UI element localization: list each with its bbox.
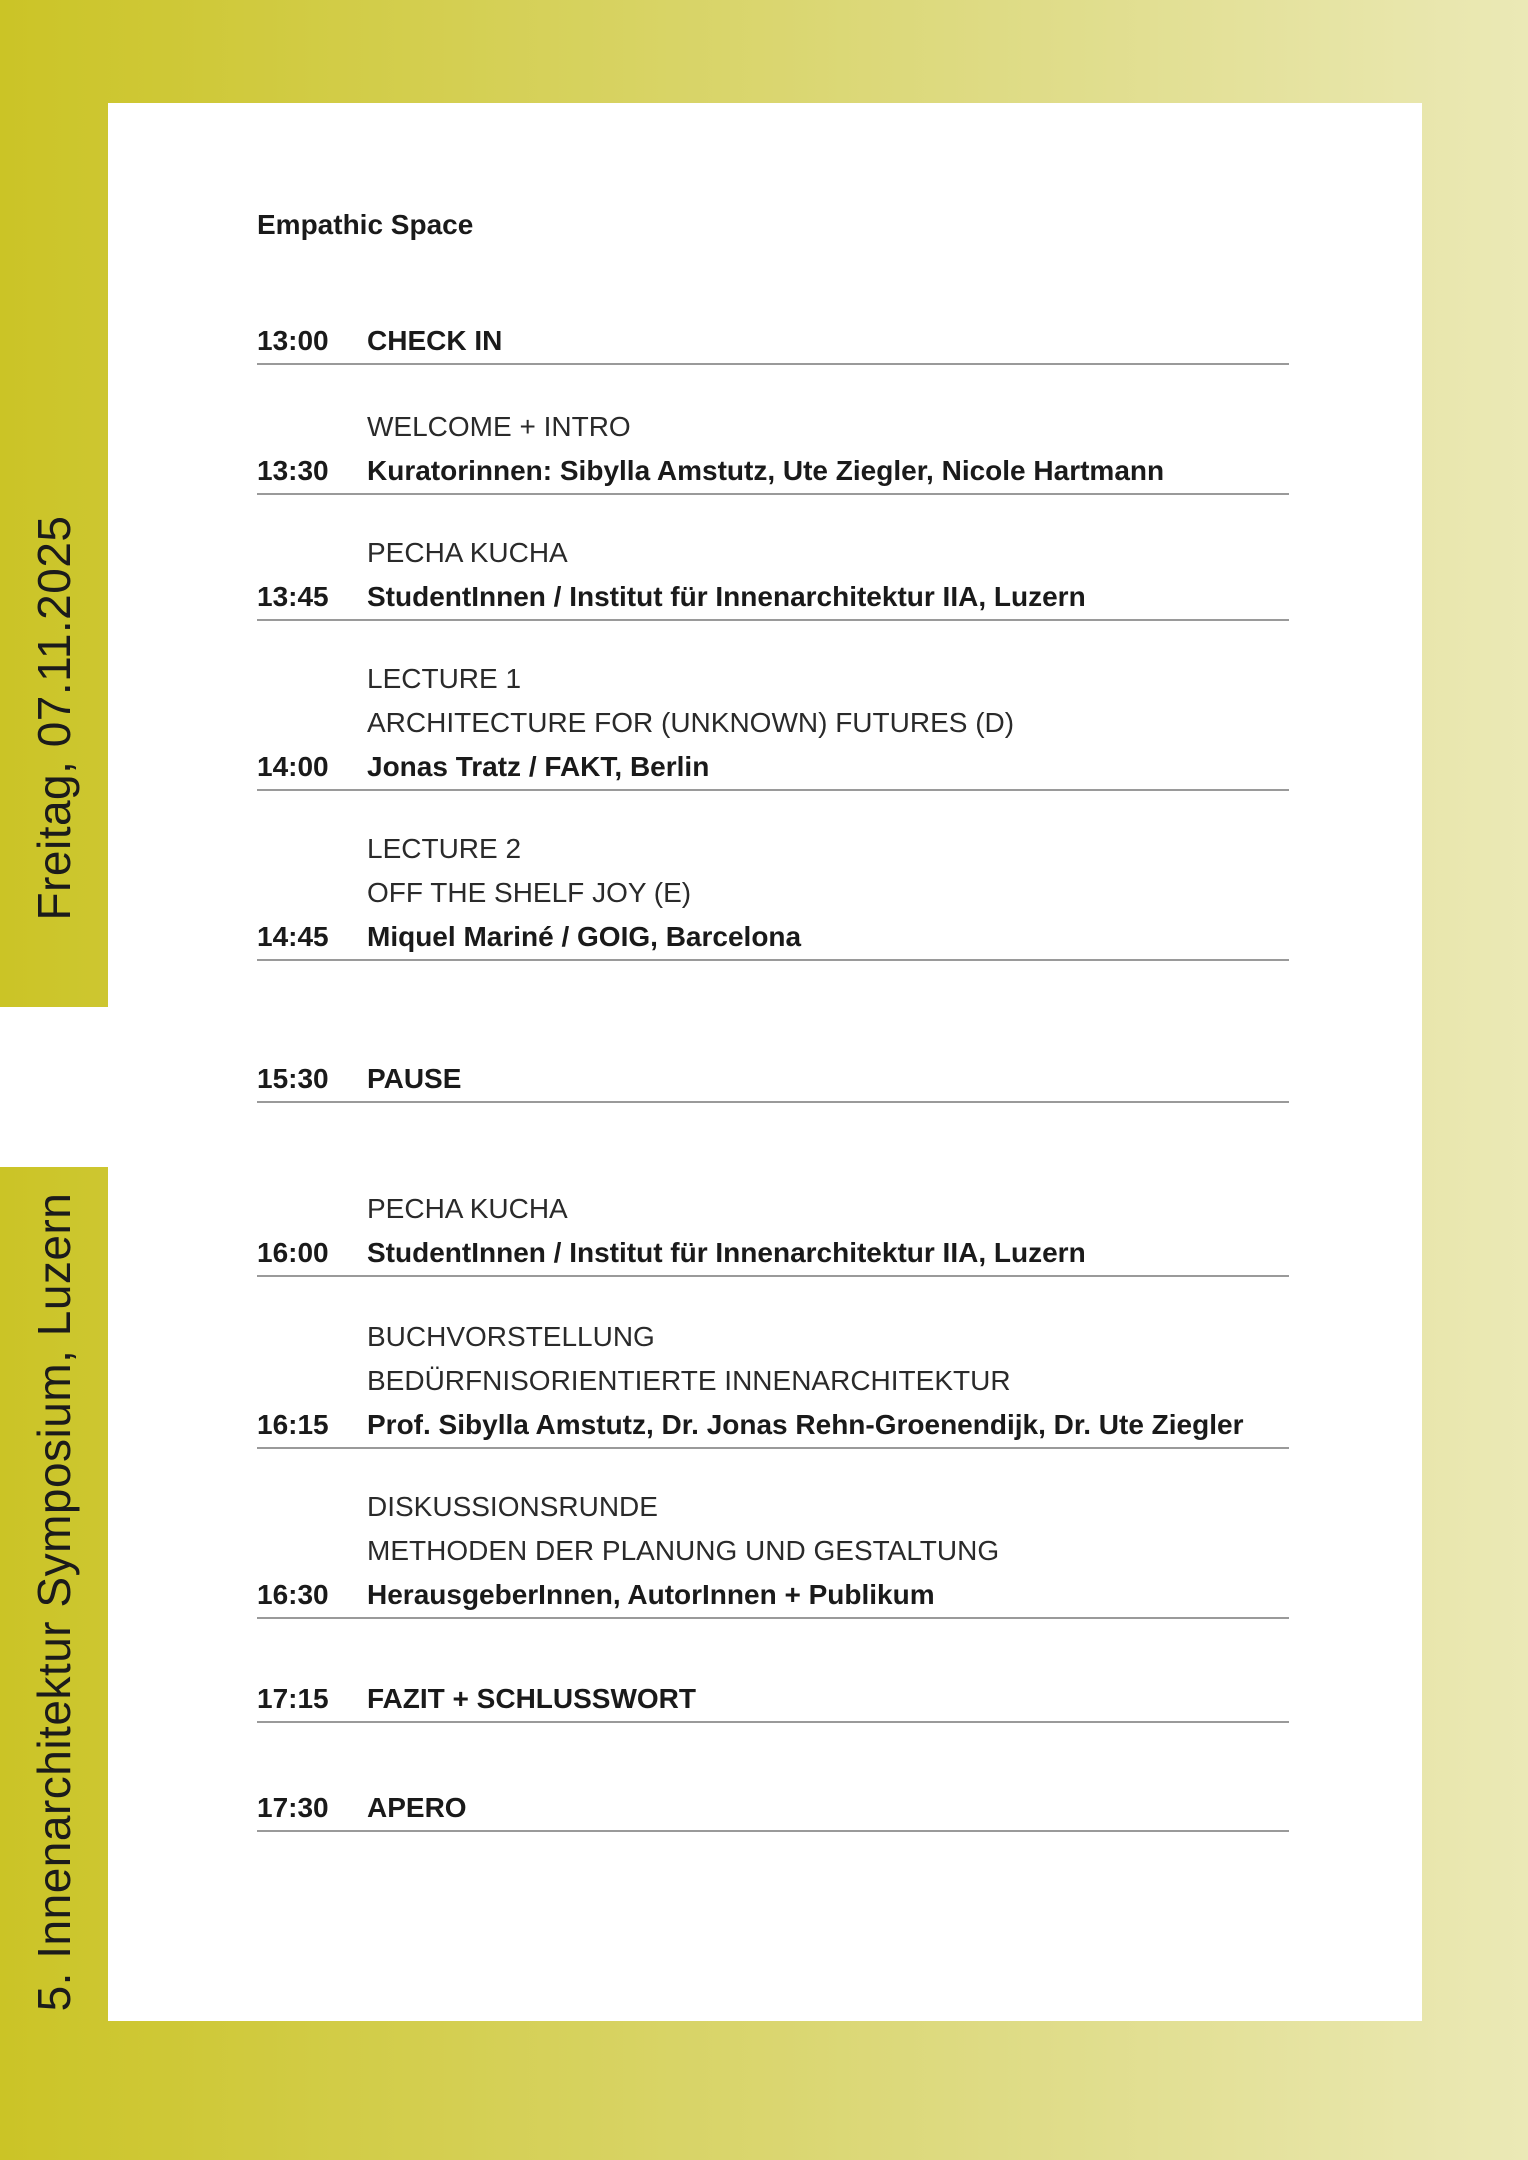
schedule-item: [257, 531, 1289, 621]
session-main-text: CHECK IN: [367, 325, 503, 356]
session-time: 16:15: [257, 1409, 329, 1440]
session-main-text: Prof. Sibylla Amstutz, Dr. Jonas Rehn-Groenendijk, Dr. Ute Ziegler: [367, 1409, 1244, 1440]
session-time: 16:30: [257, 1579, 329, 1610]
session-time: 16:00: [257, 1237, 329, 1268]
schedule-item: [257, 1485, 1289, 1619]
session-subtitle: LECTURE 2: [367, 833, 522, 864]
session-subtitle: LECTURE 1: [367, 663, 522, 694]
session-subtitle: OFF THE SHELF JOY (E): [367, 877, 692, 908]
session-time: 17:15: [257, 1683, 329, 1714]
schedule-item: [257, 405, 1289, 495]
schedule-item: [257, 1315, 1289, 1449]
schedule-item: [257, 827, 1289, 961]
session-time: 17:30: [257, 1792, 329, 1823]
schedule-item: [257, 657, 1289, 791]
schedule-item: [257, 1677, 1289, 1723]
session-subtitle: DISKUSSIONSRUNDE: [367, 1491, 658, 1522]
session-time: 13:45: [257, 581, 329, 612]
session-subtitle: ARCHITECTURE FOR (UNKNOWN) FUTURES (D): [367, 707, 1015, 738]
session-time: 13:00: [257, 325, 329, 356]
session-time: 15:30: [257, 1063, 329, 1094]
schedule-item: [257, 1786, 1289, 1832]
session-subtitle: WELCOME + INTRO: [367, 411, 631, 442]
session-main-text: APERO: [367, 1792, 467, 1823]
session-main-text: PAUSE: [367, 1063, 462, 1094]
session-subtitle: PECHA KUCHA: [367, 537, 568, 568]
program-card: [108, 103, 1422, 2021]
schedule-item: [257, 1057, 1289, 1103]
session-subtitle: PECHA KUCHA: [367, 1193, 568, 1224]
session-main-text: Kuratorinnen: Sibylla Amstutz, Ute Ziegler, Nicole Hartmann: [367, 455, 1165, 486]
sidebar-divider: [0, 1007, 108, 1167]
session-main-text: HerausgeberInnen, AutorInnen + Publikum: [367, 1579, 935, 1610]
session-time: 14:00: [257, 751, 329, 782]
schedule-item: [257, 319, 1289, 365]
program-title: Empathic Space: [257, 209, 474, 240]
session-subtitle: METHODEN DER PLANUNG UND GESTALTUNG: [367, 1535, 1000, 1566]
session-main-text: Miquel Mariné / GOIG, Barcelona: [367, 921, 802, 952]
session-subtitle: BEDÜRFNISORIENTIERTE INNENARCHITEKTUR: [367, 1365, 1011, 1396]
session-subtitle: BUCHVORSTELLUNG: [367, 1321, 655, 1352]
session-main-text: Jonas Tratz / FAKT, Berlin: [367, 751, 710, 782]
session-main-text: FAZIT + SCHLUSSWORT: [367, 1683, 696, 1714]
session-time: 13:30: [257, 455, 329, 486]
session-main-text: StudentInnen / Institut für Innenarchitektur IIA, Luzern: [367, 1237, 1086, 1268]
session-time: 14:45: [257, 921, 329, 952]
schedule-item: [257, 1187, 1289, 1277]
session-main-text: StudentInnen / Institut für Innenarchitektur IIA, Luzern: [367, 581, 1086, 612]
